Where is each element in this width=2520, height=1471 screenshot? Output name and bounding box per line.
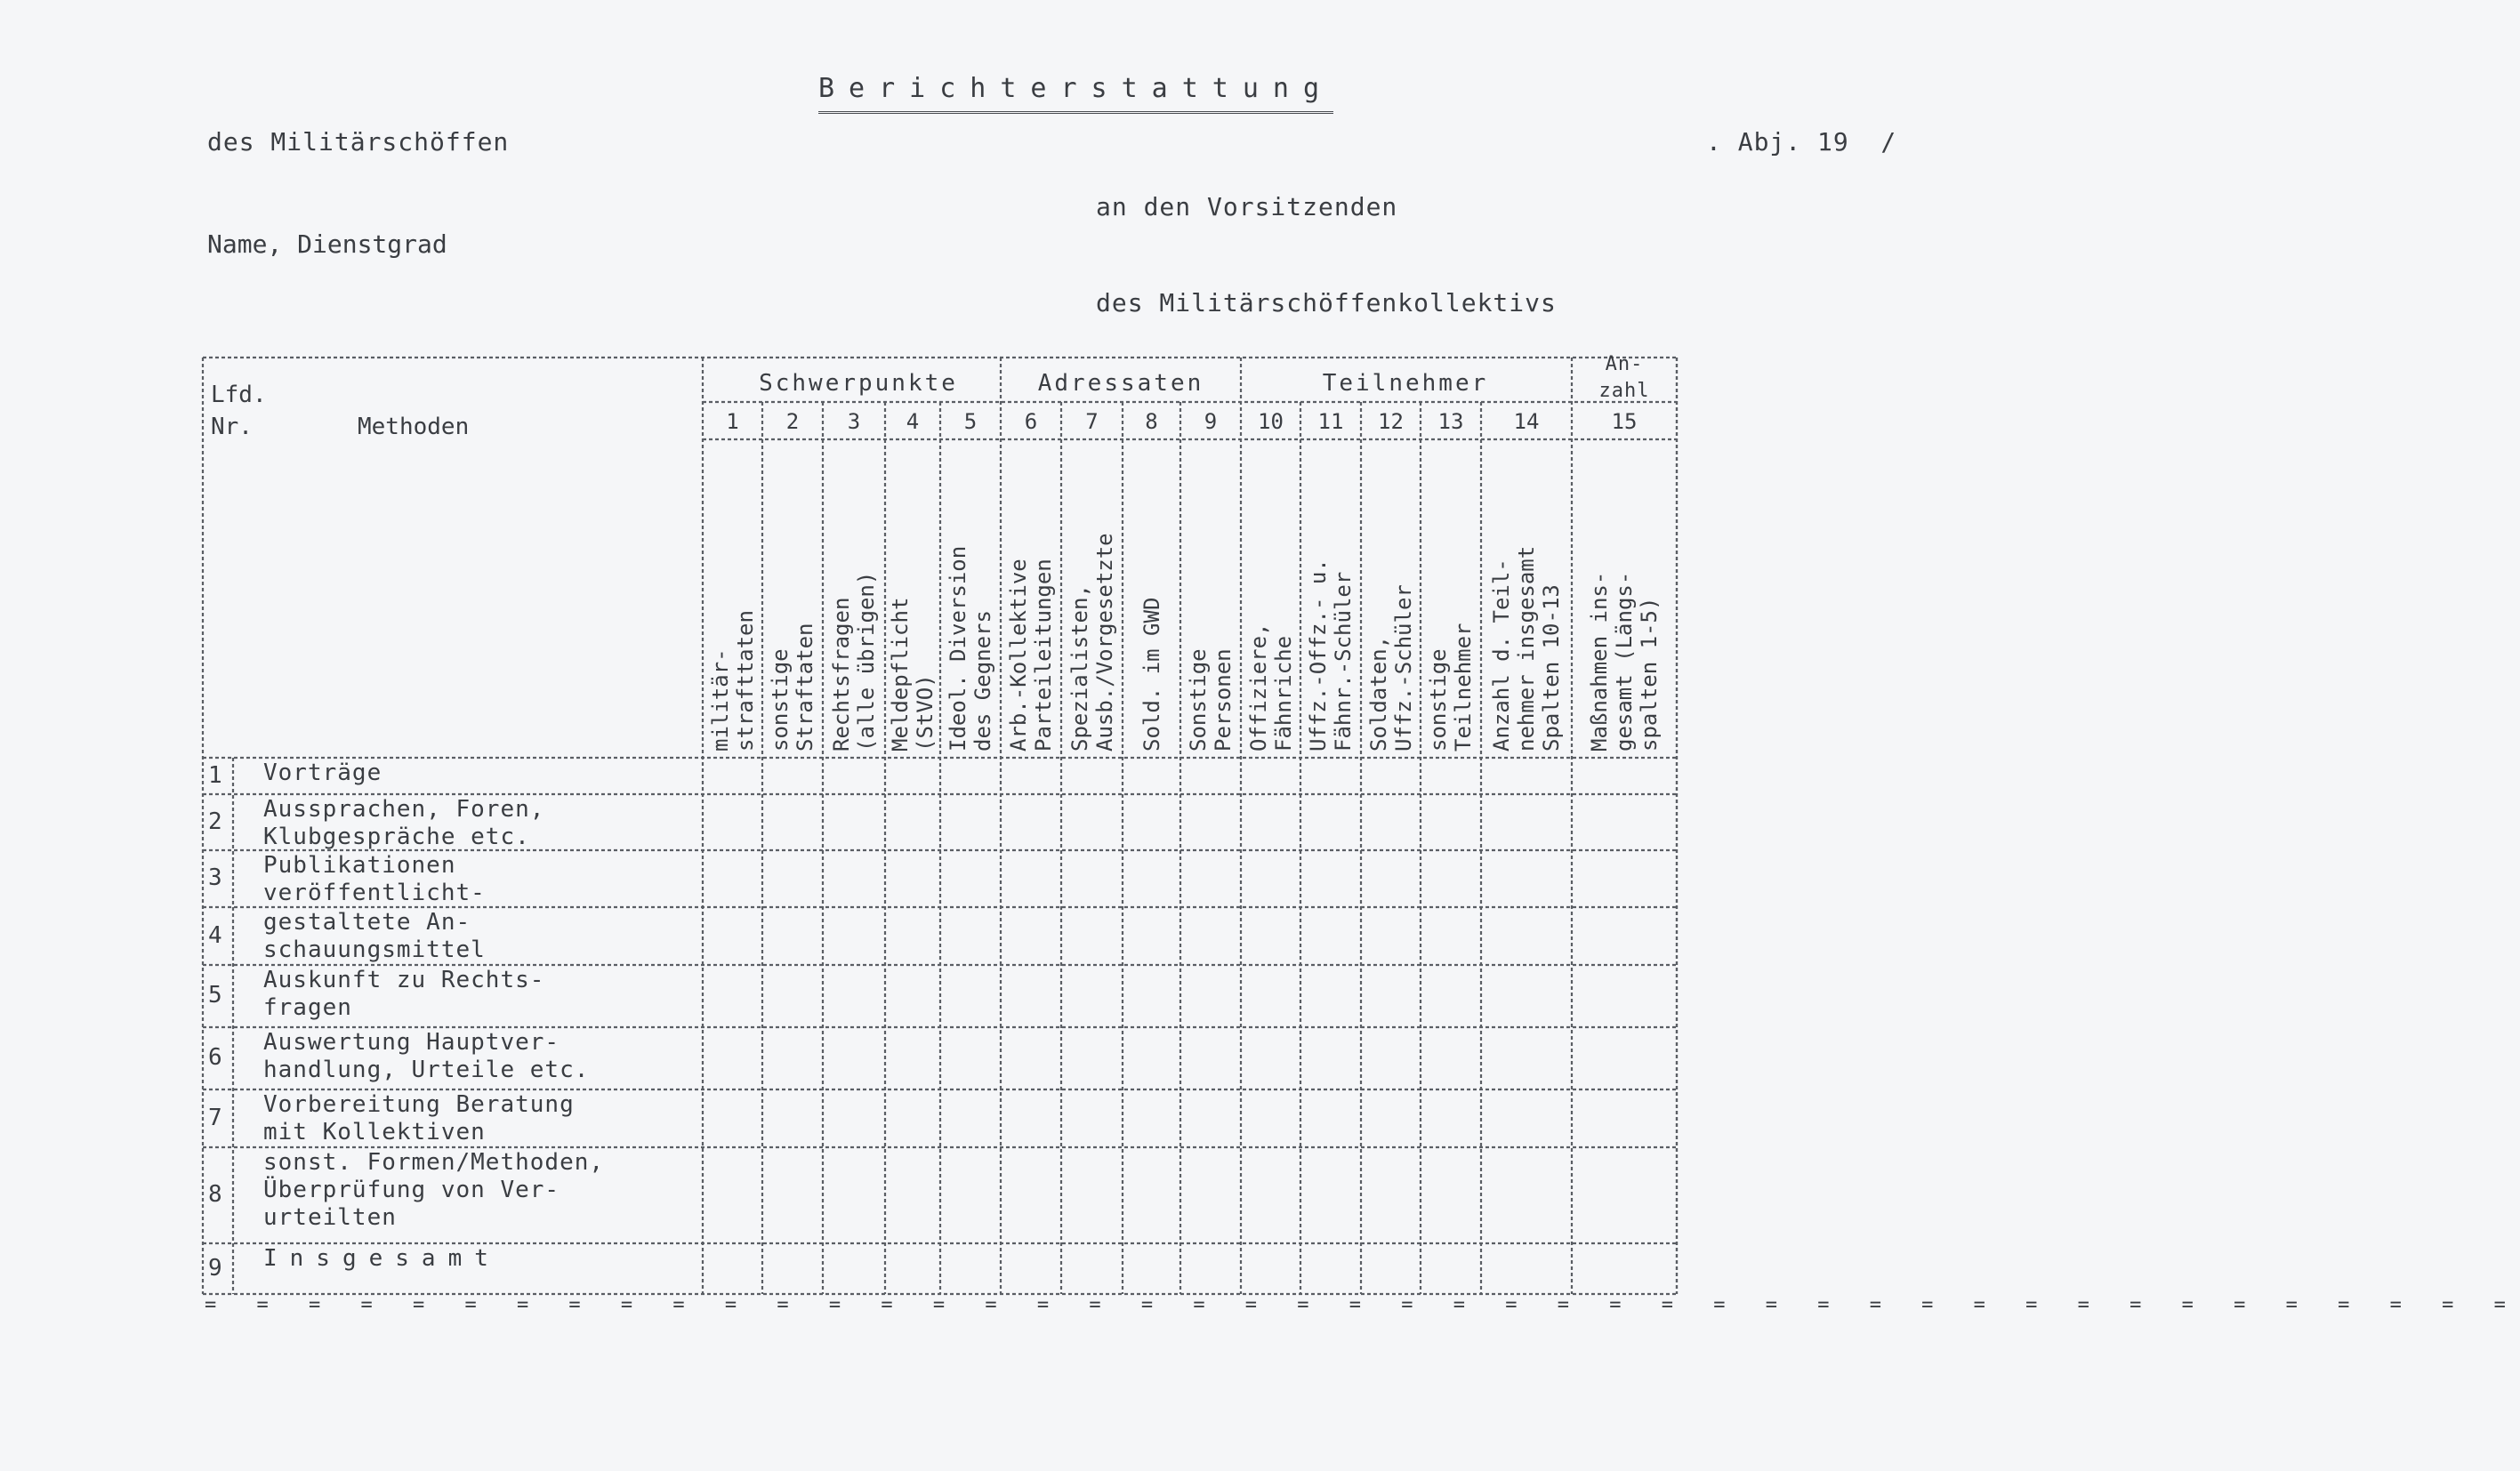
- col-label-14: Anzahl d. Teil- nehmer insgesamt Spalten 10-13: [1489, 545, 1564, 752]
- col-label-10: Offiziere, Fähnriche: [1245, 623, 1296, 752]
- col-label-4: Meldepflicht (StVO): [888, 597, 938, 752]
- table-bottom-dash-line: = = = = = = = = = = = = = = = = = = = = = = = = = = = = = = = = = = = = = = = = = = = = =: [205, 1294, 2520, 1316]
- col-number-4: 4: [906, 409, 920, 434]
- row-label-6: Auswertung Hauptver- handlung, Urteile etc.: [263, 1029, 590, 1083]
- document-title: Berichterstattung: [818, 73, 1333, 114]
- col-label-13: sonstige Teilnehmer: [1426, 623, 1476, 752]
- row-number-9: 9: [208, 1254, 222, 1282]
- col-number-11: 11: [1317, 409, 1344, 434]
- col-head-nr: Nr.: [211, 414, 253, 440]
- col-label-12: Soldaten, Uffz.-Schüler: [1365, 584, 1416, 752]
- row-number-3: 3: [208, 864, 222, 891]
- group-head-schwerpunkte: Schwerpunkte: [759, 370, 958, 397]
- row-number-2: 2: [208, 808, 222, 835]
- recipient-line-2: des Militärschöffenkollektivs: [1096, 288, 1557, 318]
- row-label-1: Vorträge: [263, 760, 382, 786]
- col-head-methoden: Methoden: [358, 414, 470, 440]
- col-label-9: Sonstige Personen: [1186, 648, 1236, 752]
- row-number-5: 5: [208, 982, 222, 1009]
- row-label-7: Vorbereitung Beratung mit Kollektiven: [263, 1091, 575, 1145]
- row-number-8: 8: [208, 1181, 222, 1208]
- group-head-teilnehmer: Teilnehmer: [1322, 370, 1489, 397]
- row-label-2: Aussprachen, Foren, Klubgespräche etc.: [263, 796, 545, 850]
- col-number-9: 9: [1204, 409, 1218, 434]
- col-label-5: Ideol. Diversion des Gegners: [946, 545, 995, 752]
- col-number-6: 6: [1024, 409, 1038, 434]
- col-label-6: Arb.-Kollektive Parteileitungen: [1006, 559, 1056, 752]
- col-label-15: Maßnahmen ins- gesamt (Längs- spalten 1-5): [1587, 571, 1662, 752]
- col-number-14: 14: [1513, 409, 1540, 434]
- col-number-2: 2: [785, 409, 800, 434]
- row-number-1: 1: [208, 761, 222, 789]
- row-label-8: sonst. Formen/Methoden, Überprüfung von Ver- urteilten: [263, 1149, 605, 1231]
- col-label-2: sonstige Straftaten: [768, 623, 817, 752]
- group-head-anzahl: An- zahl: [1598, 353, 1650, 402]
- col-number-10: 10: [1258, 409, 1284, 434]
- row-label-9: Insgesamt: [263, 1245, 501, 1272]
- col-number-7: 7: [1085, 409, 1099, 434]
- col-head-lfd: Lfd.: [211, 382, 267, 408]
- row-label-5: Auskunft zu Rechts- fragen: [263, 967, 545, 1021]
- col-label-1: militär- strafttaten: [707, 610, 758, 752]
- row-number-6: 6: [208, 1044, 222, 1071]
- attachment-ref: . Abj. 19 /: [1706, 127, 1897, 157]
- col-number-1: 1: [726, 409, 739, 434]
- row-label-4: gestaltete An- schauungsmittel: [263, 909, 486, 963]
- col-number-5: 5: [963, 409, 978, 434]
- row-number-7: 7: [208, 1104, 222, 1131]
- group-head-adressaten: Adressaten: [1037, 370, 1204, 397]
- col-number-8: 8: [1145, 409, 1158, 434]
- row-label-3: Publikationen veröffentlicht-: [263, 852, 486, 906]
- col-number-13: 13: [1437, 409, 1464, 434]
- sender-label: des Militärschöffen: [207, 127, 510, 157]
- recipient-line-1: an den Vorsitzenden: [1096, 192, 1398, 221]
- col-label-11: Uffz.-Offz.- u. Fähnr.-Schüler: [1306, 559, 1356, 752]
- col-number-15: 15: [1611, 409, 1638, 434]
- col-number-3: 3: [847, 409, 861, 434]
- name-rank-field-label: Name, Dienstgrad: [207, 229, 447, 259]
- col-label-7: Spezialisten, Ausb./Vorgesetzte: [1067, 533, 1117, 752]
- col-label-3: Rechtsfragen (alle übrigen): [829, 571, 879, 752]
- col-number-12: 12: [1378, 409, 1404, 434]
- col-label-8: Sold. im GWD: [1139, 597, 1164, 752]
- row-number-4: 4: [208, 921, 222, 949]
